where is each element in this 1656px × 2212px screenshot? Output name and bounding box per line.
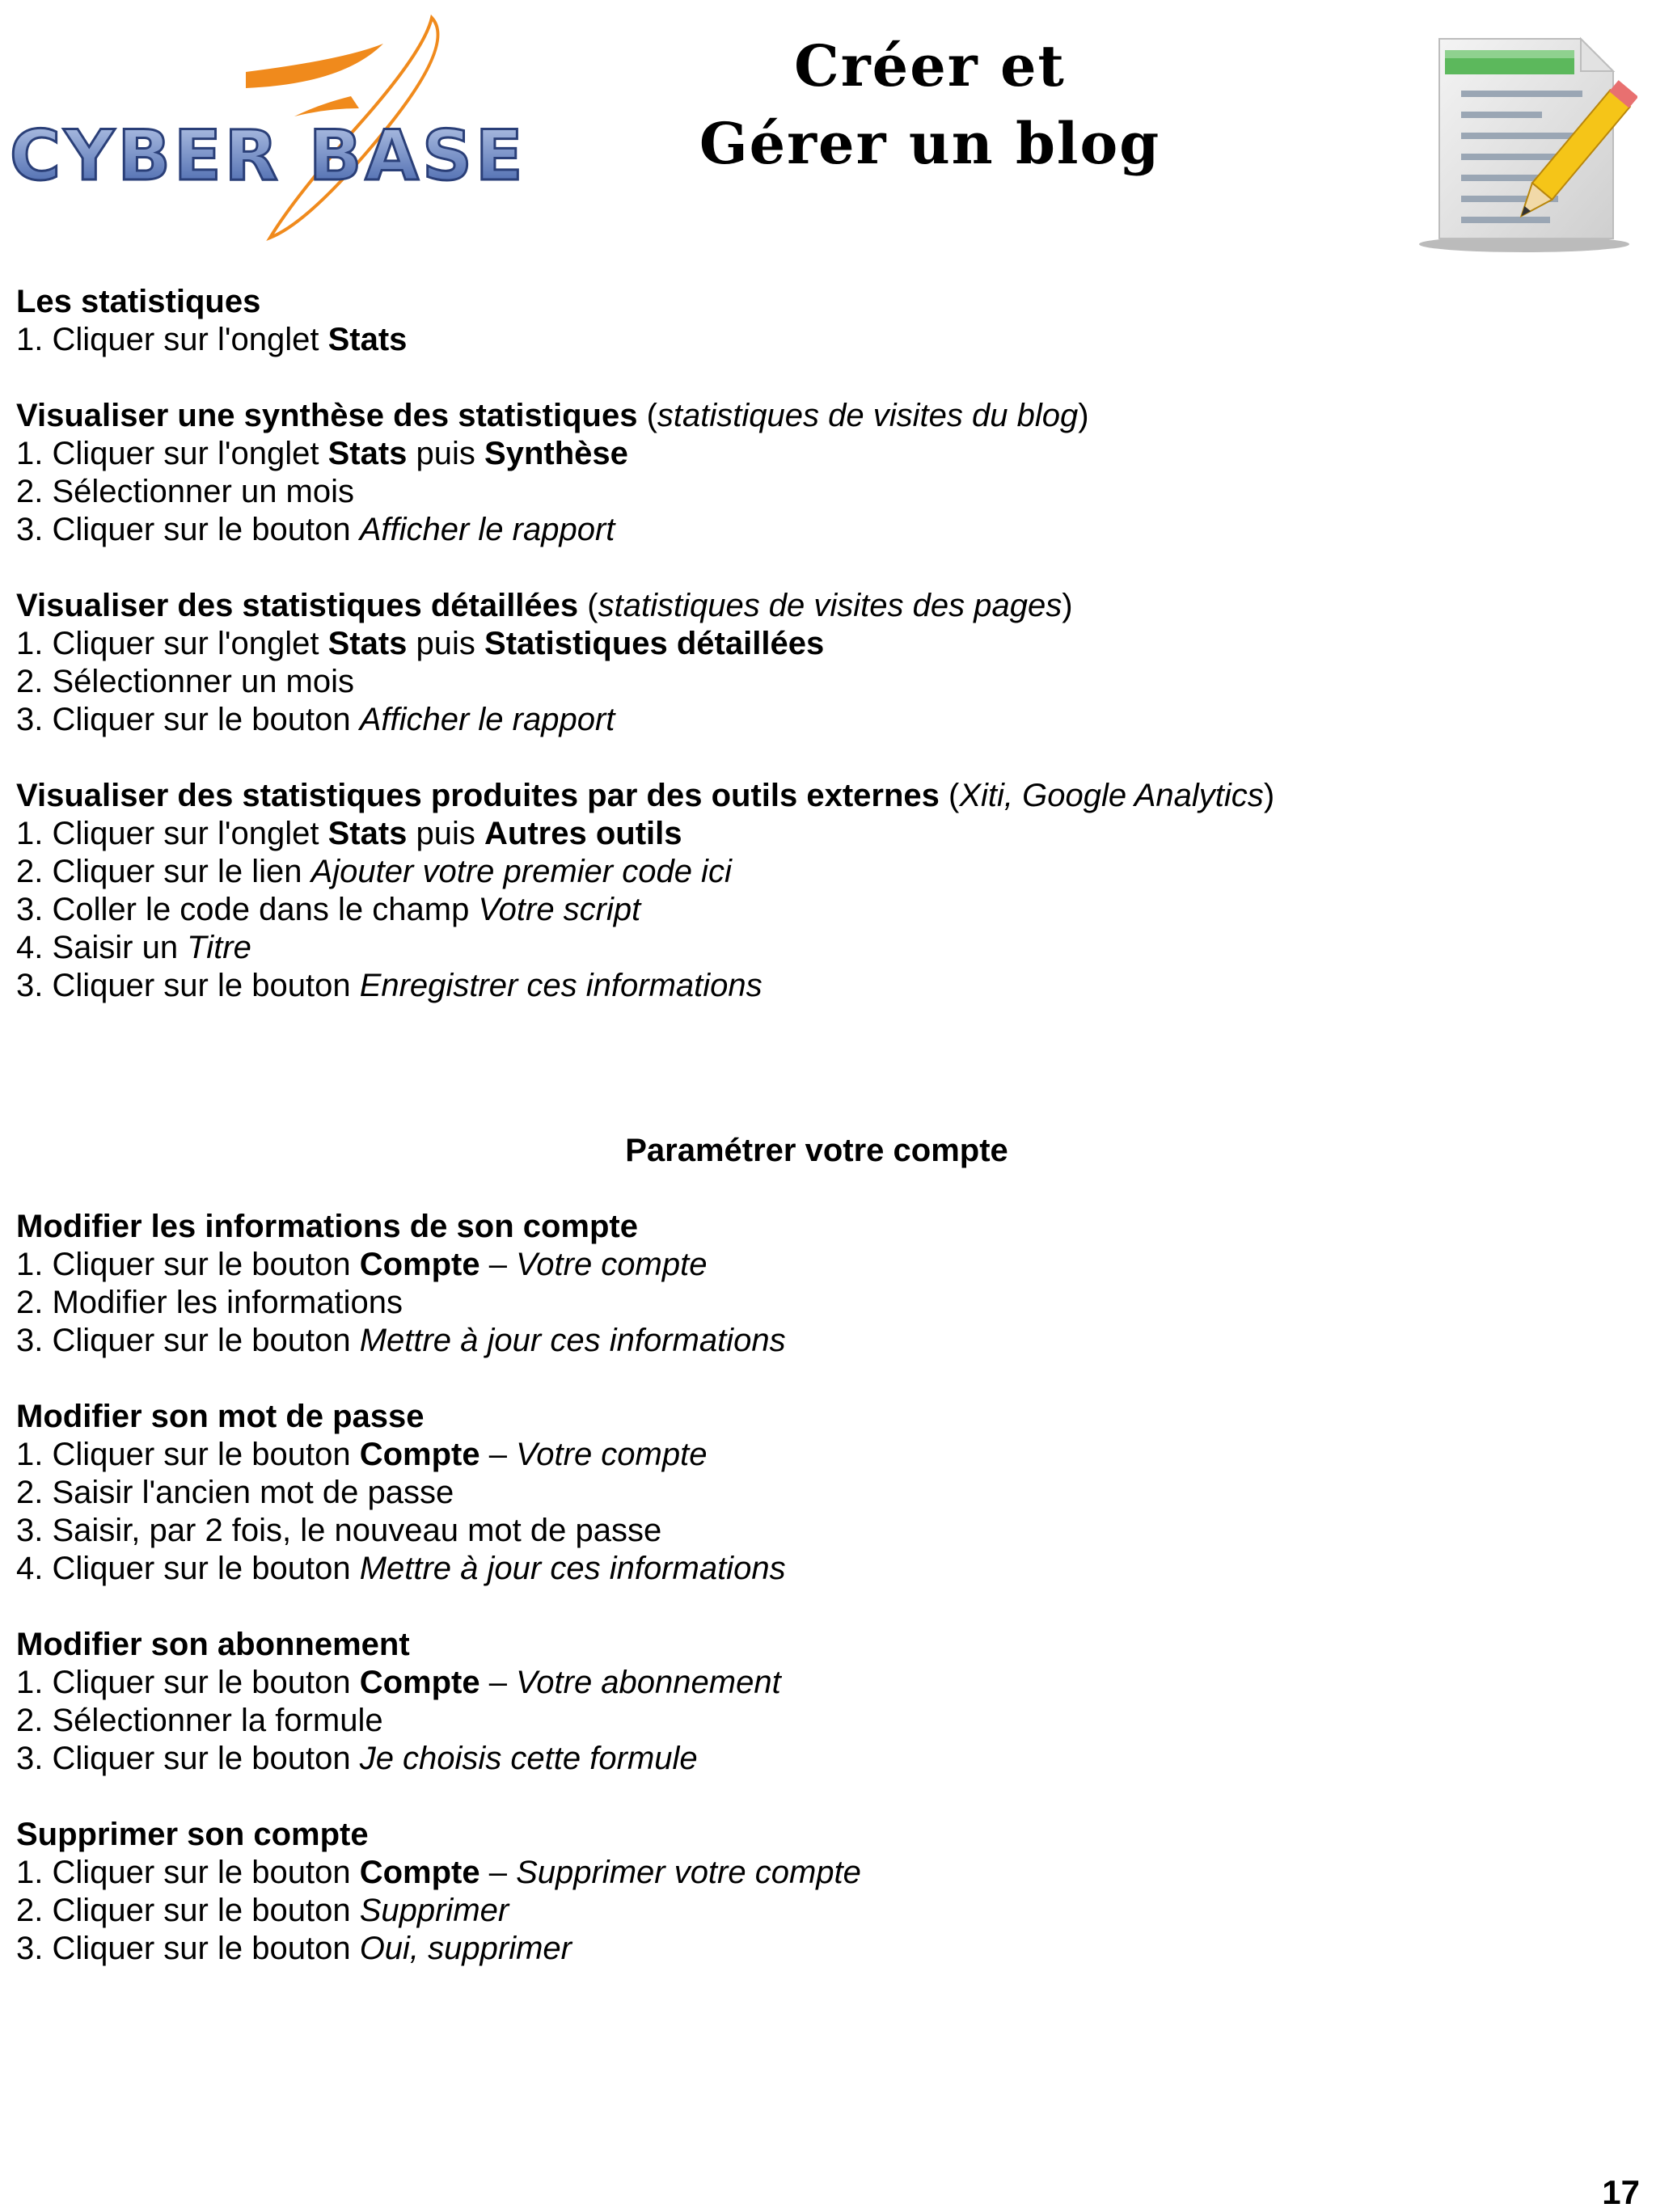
document-edit-icon <box>1411 32 1637 259</box>
section-note: (Xiti, Google Analytics) <box>939 778 1275 813</box>
instruction-step: 2. Sélectionner un mois <box>16 474 355 509</box>
section-heading: Visualiser des statistiques produites par des outils externes (Xiti, Google Analytics) <box>16 778 1275 813</box>
title-line-1: Créer et <box>794 32 1066 99</box>
instruction-step: 3. Cliquer sur le bouton Mettre à jour ces informations <box>16 1323 786 1358</box>
instruction-step: 3. Cliquer sur le bouton Afficher le rapport <box>16 702 615 737</box>
instruction-step: 3. Cliquer sur le bouton Oui, supprimer <box>16 1931 572 1966</box>
instruction-step: 1. Cliquer sur le bouton Compte – Votre compte <box>16 1247 708 1282</box>
instruction-step: 1. Cliquer sur le bouton Compte – Supprimer votre compte <box>16 1855 861 1890</box>
instruction-section <box>16 283 1617 359</box>
instruction-step: 2. Cliquer sur le lien Ajouter votre premier code ici <box>16 854 732 889</box>
instruction-section <box>16 587 1617 739</box>
section-heading: Visualiser une synthèse des statistiques (statistiques de visites du blog) <box>16 398 1089 433</box>
instruction-step: 4. Cliquer sur le bouton Mettre à jour ces informations <box>16 1551 786 1586</box>
instruction-section <box>16 1398 1617 1588</box>
title-line-2: Gérer un blog <box>699 110 1161 177</box>
instruction-step: 4. Saisir un Titre <box>16 930 251 965</box>
document-title <box>647 27 1213 183</box>
instruction-step: 2. Sélectionner la formule <box>16 1703 383 1738</box>
instruction-step: 2. Cliquer sur le bouton Supprimer <box>16 1893 509 1928</box>
section-heading: Supprimer son compte <box>16 1817 369 1852</box>
instruction-step: 3. Cliquer sur le bouton Enregistrer ces informations <box>16 968 763 1003</box>
instruction-step: 1. Cliquer sur l'onglet Stats puis Autres outils <box>16 816 682 851</box>
logo-text: CYBER BASE <box>10 116 526 196</box>
cyber-base-logo <box>3 11 618 243</box>
section-note: (statistiques de visites du blog) <box>637 398 1089 433</box>
section-heading: Modifier son mot de passe <box>16 1399 425 1434</box>
instruction-section <box>16 397 1617 549</box>
section-heading: Les statistiques <box>16 284 261 319</box>
page-number: 17 <box>1602 2173 1640 2211</box>
section-heading: Visualiser des statistiques détaillées (statistiques de visites des pages) <box>16 588 1073 623</box>
instruction-step: 2. Sélectionner un mois <box>16 664 355 699</box>
instruction-step: 1. Cliquer sur l'onglet Stats puis Statistiques détaillées <box>16 626 825 661</box>
instruction-section <box>16 1816 1617 1968</box>
instruction-section <box>16 1626 1617 1778</box>
instruction-step: 2. Saisir l'ancien mot de passe <box>16 1475 454 1510</box>
instruction-section <box>16 1208 1617 1360</box>
section-heading: Modifier les informations de son compte <box>16 1209 638 1244</box>
instruction-step: 2. Modifier les informations <box>16 1285 403 1320</box>
statistics-instructions <box>16 283 1617 1043</box>
section-heading: Modifier son abonnement <box>16 1627 410 1662</box>
instruction-step: 1. Cliquer sur le bouton Compte – Votre abonnement <box>16 1665 781 1700</box>
instruction-step: 1. Cliquer sur l'onglet Stats <box>16 322 408 357</box>
instruction-step: 1. Cliquer sur le bouton Compte – Votre compte <box>16 1437 708 1472</box>
account-sections <box>16 1208 1617 1968</box>
instruction-step: 3. Saisir, par 2 fois, le nouveau mot de passe <box>16 1513 662 1548</box>
instruction-step: 3. Cliquer sur le bouton Afficher le rapport <box>16 512 615 547</box>
instruction-step: 3. Cliquer sur le bouton Je choisis cette formule <box>16 1741 698 1776</box>
section-note: (statistiques de visites des pages) <box>578 588 1073 623</box>
account-settings-instructions <box>16 1132 1617 2006</box>
section-title-account: Paramétrer votre compte <box>625 1133 1008 1168</box>
instruction-step: 3. Coller le code dans le champ Votre script <box>16 892 641 927</box>
instruction-section <box>16 777 1617 1005</box>
instruction-step: 1. Cliquer sur l'onglet Stats puis Synthèse <box>16 436 628 471</box>
